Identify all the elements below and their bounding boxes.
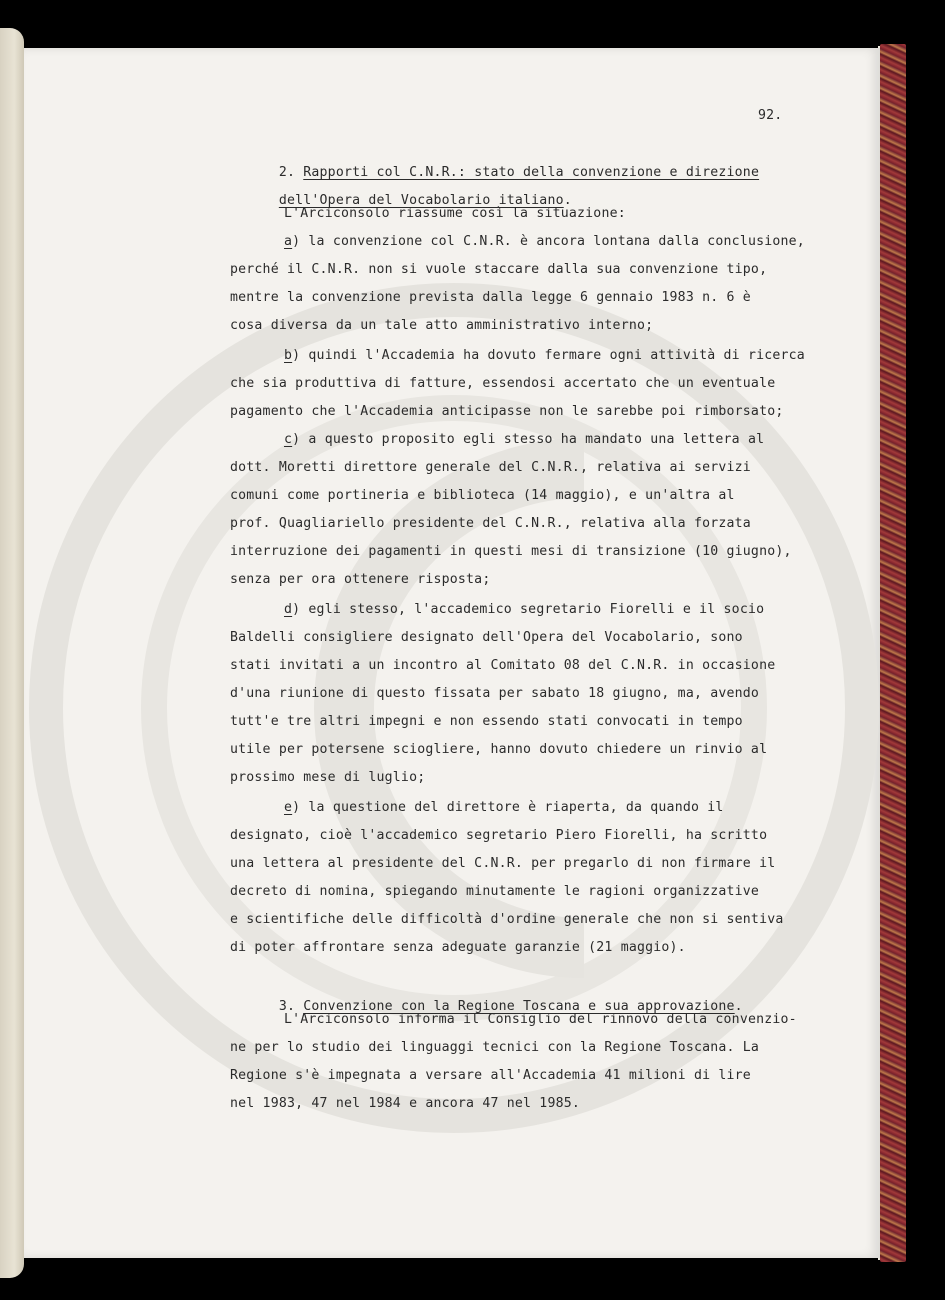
item-c-line-4: prof. Quagliariello presidente del C.N.R., relativa alla forzata xyxy=(230,516,751,531)
page-number: 92. xyxy=(758,108,783,123)
section-2-title-end: . xyxy=(563,193,572,208)
item-c-line-6: senza per ora ottenere risposta; xyxy=(230,572,491,587)
section-2-number: 2. xyxy=(278,165,296,180)
item-d-line-4: d'una riunione di questo fissata per sabato 18 giugno, ma, avendo xyxy=(230,686,760,701)
item-b-line-2: che sia produttiva di fatture, essendosi accertato che un eventuale xyxy=(230,376,776,391)
section-3-number: 3. xyxy=(278,999,296,1014)
item-e-line-5: e scientifiche delle difficoltà d'ordine generale che non si sentiva xyxy=(230,912,784,927)
item-c-text-1: ) a questo proposito egli stesso ha mandato una lettera al xyxy=(292,432,765,447)
item-a-line-3: mentre la convenzione prevista dalla legge 6 gennaio 1983 n. 6 è xyxy=(230,290,751,305)
item-e-text-1: ) la questione del direttore è riaperta, da quando il xyxy=(292,800,724,815)
item-a-line-4: cosa diversa da un tale atto amministrativo interno; xyxy=(230,318,654,333)
item-b-line-1 xyxy=(284,348,805,363)
section-2-intro: L'Arciconsolo riassume così la situazione: xyxy=(284,206,626,221)
item-d-line-7: prossimo mese di luglio; xyxy=(230,770,426,785)
item-e-line-2: designato, cioè l'accademico segretario Piero Fiorelli, ha scritto xyxy=(230,828,768,843)
item-e-line-6: di poter affrontare senza adeguate garanzie (21 maggio). xyxy=(230,940,686,955)
item-e-line-3: una lettera al presidente del C.N.R. per pregarlo di non firmare il xyxy=(230,856,776,871)
item-e-line-4: decreto di nomina, spiegando minutamente le ragioni organizzative xyxy=(230,884,760,899)
item-e-line-1 xyxy=(284,800,724,815)
item-b-text-1: ) quindi l'Accademia ha dovuto fermare ogni attività di ricerca xyxy=(292,348,805,363)
item-d-line-1 xyxy=(284,602,764,617)
section-3-title: Convenzione con la Regione Toscana e sua approvazione xyxy=(303,999,735,1014)
item-d-letter: d xyxy=(284,602,293,617)
item-c-line-1 xyxy=(284,432,764,447)
section-3-title-end: . xyxy=(734,999,743,1014)
item-c-line-3: comuni come portineria e biblioteca (14 maggio), e un'altra al xyxy=(230,488,735,503)
section-3-line-2: ne per lo studio dei linguaggi tecnici con la Regione Toscana. La xyxy=(230,1040,760,1055)
item-e-letter: e xyxy=(284,800,293,815)
item-c-line-2: dott. Moretti direttore generale del C.N.R., relativa ai servizi xyxy=(230,460,751,475)
section-3-line-3: Regione s'è impegnata a versare all'Accademia 41 milioni di lire xyxy=(230,1068,751,1083)
section-3-line-1: L'Arciconsolo informa il Consiglio del rinnovo della convenzio- xyxy=(284,1012,797,1027)
item-b-letter: b xyxy=(284,348,293,363)
item-c-letter: c xyxy=(284,432,293,447)
item-a-text-1: ) la convenzione col C.N.R. è ancora lontana dalla conclusione, xyxy=(292,234,805,249)
item-c-line-5: interruzione dei pagamenti in questi mesi di transizione (10 giugno), xyxy=(230,544,792,559)
item-d-line-3: stati invitati a un incontro al Comitato 08 del C.N.R. in occasione xyxy=(230,658,776,673)
item-d-line-5: tutt'e tre altri impegni e non essendo stati convocati in tempo xyxy=(230,714,743,729)
section-2-title-line-1: Rapporti col C.N.R.: stato della convenzione e direzione xyxy=(303,165,760,180)
item-a-line-1 xyxy=(284,234,805,249)
section-3-line-4: nel 1983, 47 nel 1984 e ancora 47 nel 1985. xyxy=(230,1096,581,1111)
item-d-line-6: utile per potersene sciogliere, hanno dovuto chiedere un rinvio al xyxy=(230,742,768,757)
section-2-title-line-2: dell'Opera del Vocabolario italiano xyxy=(278,193,564,208)
item-a-line-2: perché il C.N.R. non si vuole staccare dalla sua convenzione tipo, xyxy=(230,262,768,277)
document-page xyxy=(24,48,880,1258)
item-a-letter: a xyxy=(284,234,293,249)
item-b-line-3: pagamento che l'Accademia anticipasse non le sarebbe poi rimborsato; xyxy=(230,404,784,419)
item-d-text-1: ) egli stesso, l'accademico segretario Fiorelli e il socio xyxy=(292,602,765,617)
marbled-cover xyxy=(880,44,906,1262)
item-d-line-2: Baldelli consigliere designato dell'Opera del Vocabolario, sono xyxy=(230,630,743,645)
previous-page-edge xyxy=(0,28,24,1278)
